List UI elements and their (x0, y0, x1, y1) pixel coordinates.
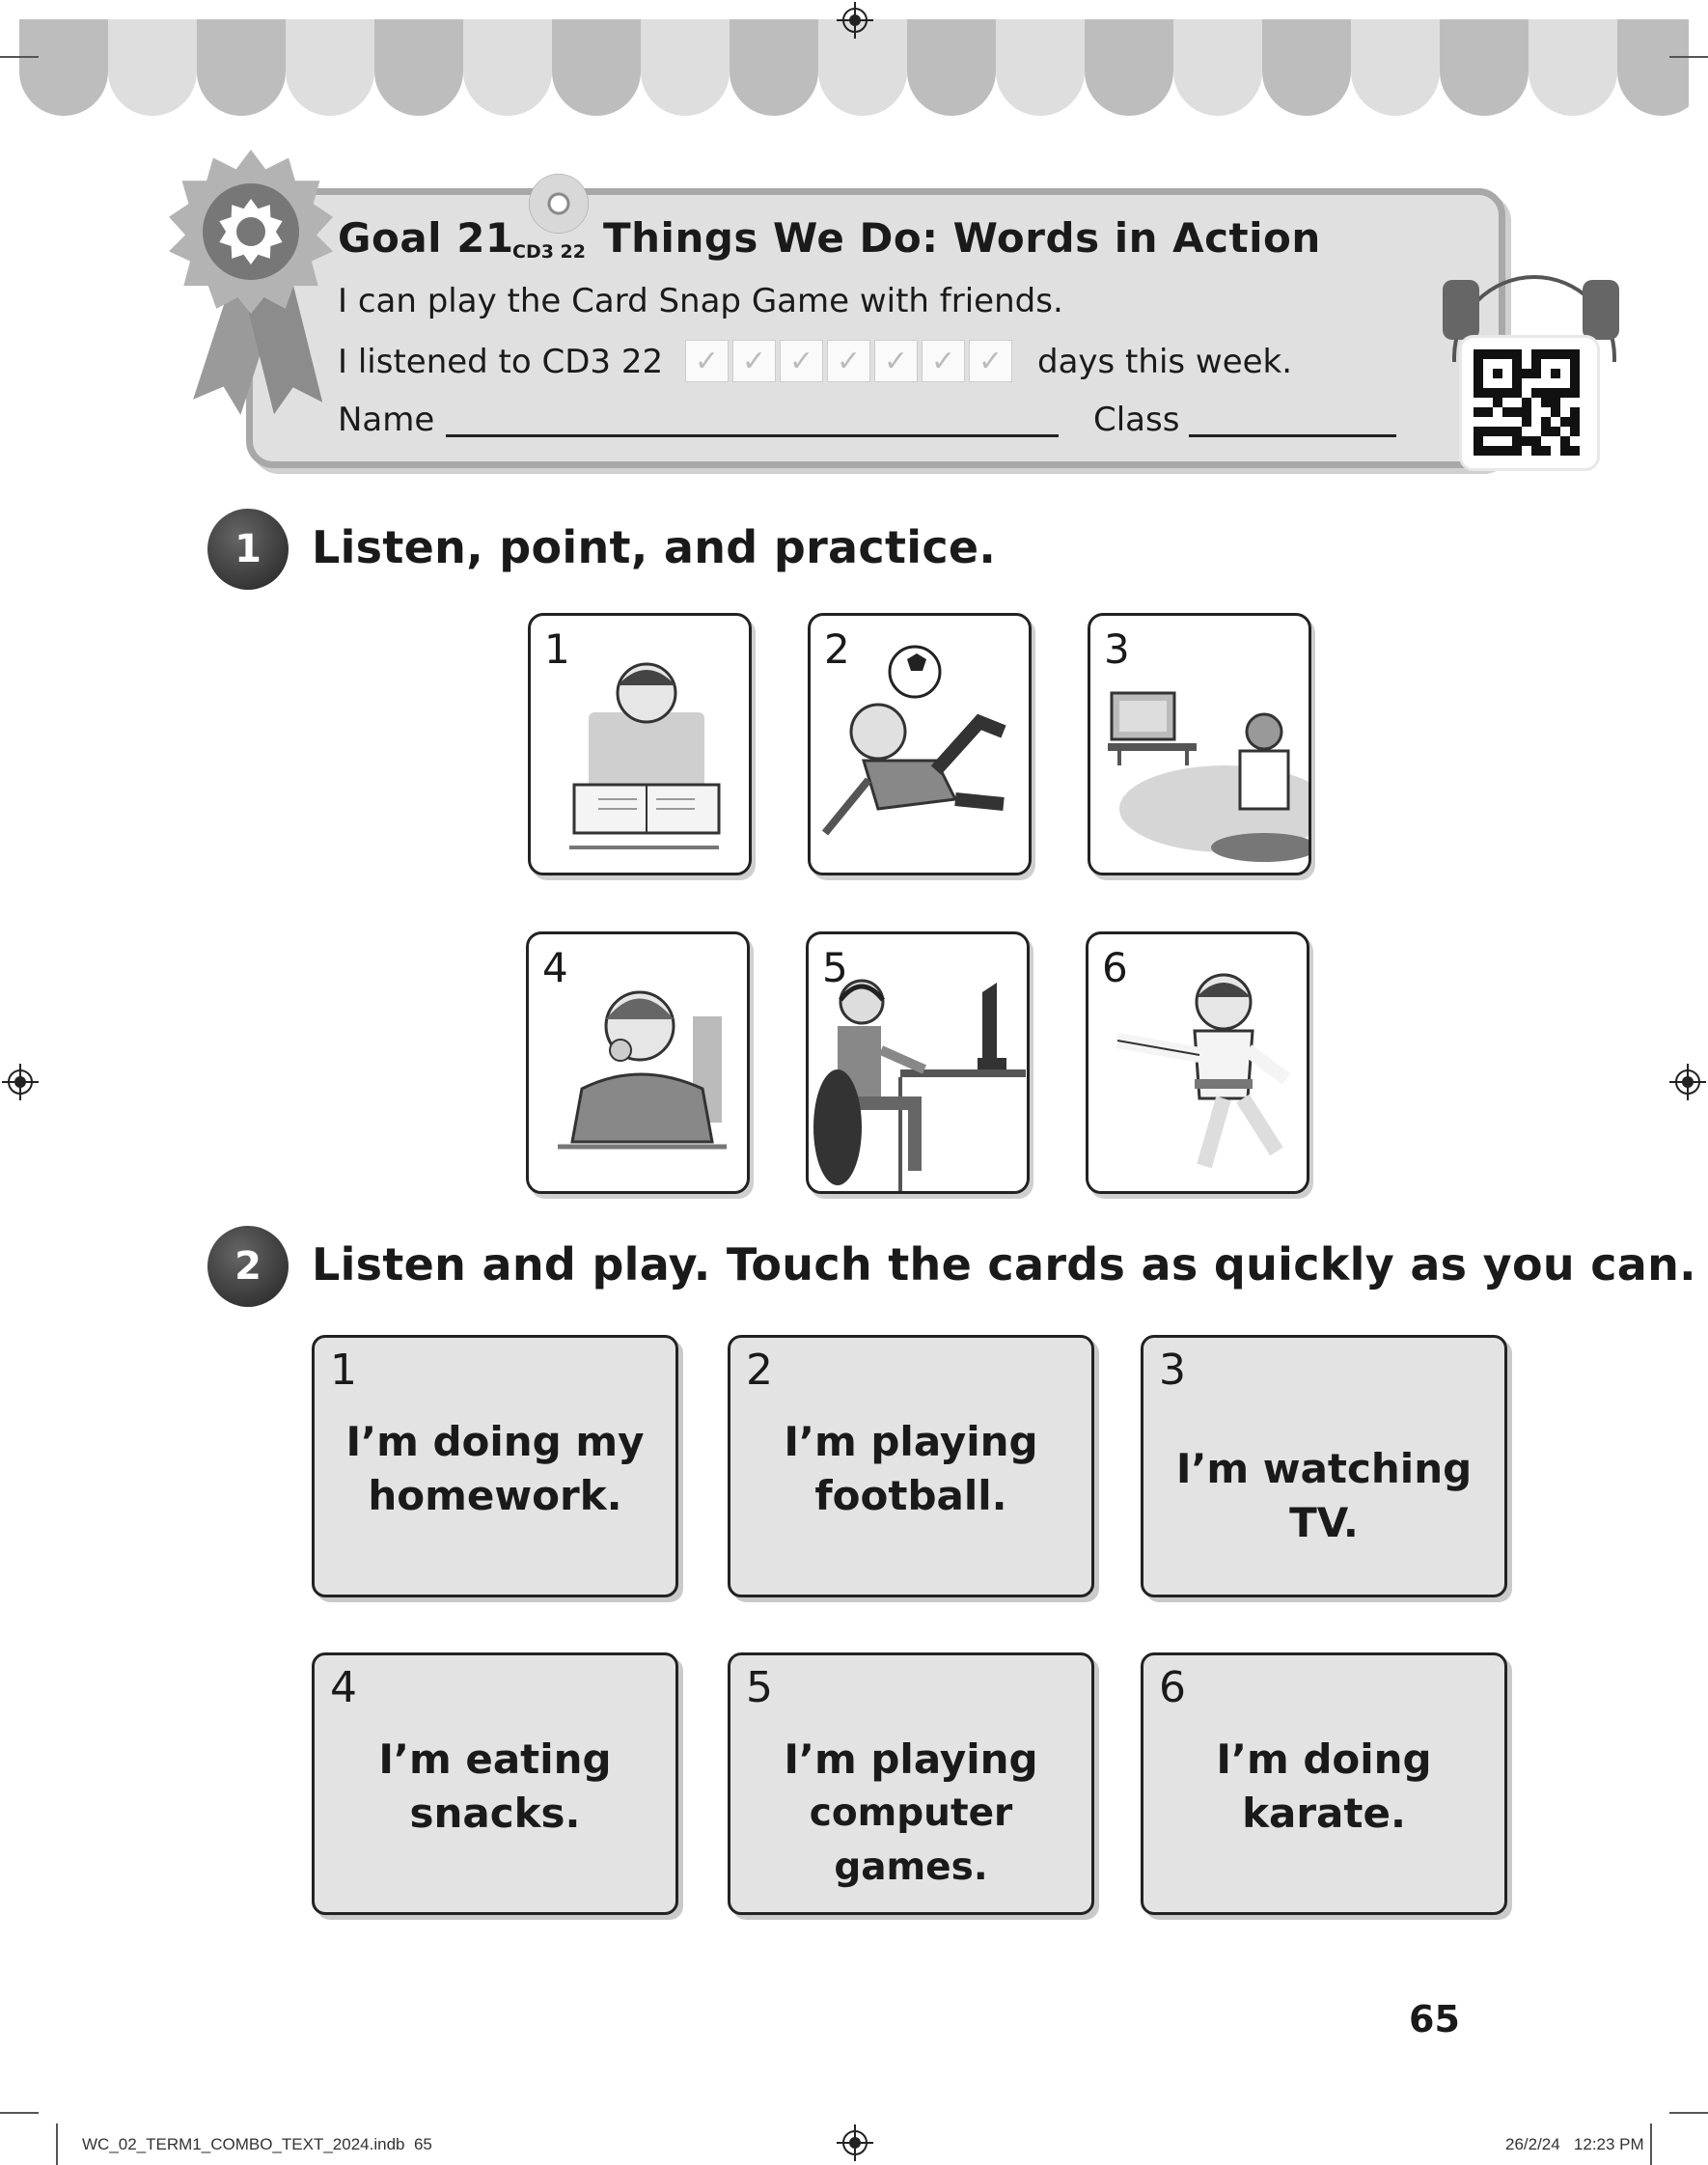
qr-module (1483, 417, 1493, 427)
qr-module (1531, 378, 1541, 388)
card-number: 1 (544, 625, 570, 673)
qr-module (1570, 436, 1580, 446)
page-number: 65 (1409, 1998, 1460, 2040)
registration-mark-icon (1675, 1069, 1700, 1095)
qr-module (1541, 359, 1551, 369)
section-1-instruction: Listen, point, and practice. (312, 521, 997, 573)
qr-module (1551, 369, 1560, 378)
qr-module (1502, 398, 1512, 407)
qr-module (1570, 427, 1580, 436)
qr-module (1560, 446, 1570, 456)
picture-card-1[interactable] (528, 613, 752, 875)
qr-module (1541, 407, 1551, 417)
card-number: 1 (330, 1346, 357, 1395)
card-text-line1: I’m watching TV. (1175, 1445, 1473, 1546)
qr-module (1493, 427, 1502, 436)
qr-module (1483, 407, 1493, 417)
qr-module (1502, 359, 1512, 369)
goal-number: Goal 21 (338, 214, 514, 262)
qr-module (1570, 349, 1580, 359)
day-checkbox[interactable]: ✓ (827, 340, 870, 382)
crop-mark (0, 2112, 39, 2114)
qr-module (1512, 388, 1522, 398)
qr-module (1483, 446, 1493, 456)
qr-module (1493, 388, 1502, 398)
qr-module (1531, 407, 1541, 417)
qr-module (1493, 378, 1502, 388)
qr-module (1512, 417, 1522, 427)
crop-mark (1669, 56, 1708, 58)
qr-module (1483, 369, 1493, 378)
qr-module (1570, 388, 1580, 398)
qr-module (1512, 446, 1522, 456)
qr-module (1560, 398, 1570, 407)
qr-module (1502, 427, 1512, 436)
awning-scallop (1617, 19, 1689, 116)
qr-module (1570, 369, 1580, 378)
qr-module (1522, 436, 1531, 446)
card-number: 3 (1159, 1346, 1186, 1395)
name-label: Name (338, 401, 435, 439)
card-text-line2: homework. (368, 1472, 622, 1519)
qr-module (1493, 349, 1502, 359)
picture-card-4[interactable] (526, 931, 750, 1194)
word-card-3[interactable] (1141, 1335, 1507, 1597)
qr-module (1531, 417, 1541, 427)
qr-module (1522, 369, 1531, 378)
picture-card-3[interactable] (1088, 613, 1311, 875)
picture-card-2[interactable] (808, 613, 1032, 875)
qr-module (1502, 378, 1512, 388)
qr-module (1560, 436, 1570, 446)
qr-module (1512, 378, 1522, 388)
picture-card-5[interactable] (806, 931, 1030, 1194)
picture-card-6[interactable] (1086, 931, 1309, 1194)
qr-module (1551, 436, 1560, 446)
class-label: Class (1093, 401, 1180, 439)
footer-file-page: 65 (413, 2135, 432, 2153)
qr-module (1570, 417, 1580, 427)
qr-module (1483, 378, 1493, 388)
qr-module (1522, 446, 1531, 456)
qr-module (1522, 398, 1531, 407)
card-text-line1: I’m playing (784, 1735, 1038, 1783)
qr-module (1474, 446, 1483, 456)
qr-module (1531, 436, 1541, 446)
awning-scallop (641, 19, 730, 116)
qr-module (1483, 398, 1493, 407)
qr-module (1522, 388, 1531, 398)
class-field[interactable] (1189, 434, 1396, 437)
word-card-6[interactable] (1141, 1652, 1507, 1915)
qr-module (1512, 427, 1522, 436)
qr-module (1570, 359, 1580, 369)
card-number: 4 (330, 1663, 357, 1712)
qr-module (1474, 436, 1483, 446)
qr-module (1474, 398, 1483, 407)
qr-module (1551, 417, 1560, 427)
qr-module (1474, 349, 1483, 359)
name-field[interactable] (446, 434, 1059, 437)
qr-module (1474, 427, 1483, 436)
qr-module (1493, 407, 1502, 417)
qr-module (1560, 369, 1570, 378)
qr-module (1483, 427, 1493, 436)
awning-scallop (19, 19, 108, 116)
qr-module (1522, 349, 1531, 359)
registration-mark-icon (8, 1069, 33, 1095)
qr-module (1531, 388, 1541, 398)
qr-module (1560, 349, 1570, 359)
awning-scallop (374, 19, 463, 116)
qr-module (1570, 446, 1580, 456)
qr-module (1560, 417, 1570, 427)
qr-module (1512, 398, 1522, 407)
awning-scallop (1351, 19, 1440, 116)
qr-module (1541, 398, 1551, 407)
qr-module (1531, 369, 1541, 378)
awning-scallop (463, 19, 552, 116)
qr-module (1551, 446, 1560, 456)
qr-module (1493, 398, 1502, 407)
awning-scallop (1440, 19, 1529, 116)
qr-code-icon[interactable] (1462, 338, 1597, 468)
day-checkbox[interactable]: ✓ (732, 340, 776, 382)
qr-module (1551, 427, 1560, 436)
qr-module (1551, 378, 1560, 388)
qr-module (1560, 388, 1570, 398)
qr-module (1570, 378, 1580, 388)
qr-module (1474, 378, 1483, 388)
footer-timestamp (1505, 2135, 1644, 2154)
crop-mark (1650, 2123, 1652, 2165)
headphones-icon (1443, 280, 1479, 340)
awning-scallop (730, 19, 818, 116)
qr-module (1541, 436, 1551, 446)
card-number: 5 (746, 1663, 773, 1712)
crop-mark (0, 56, 39, 58)
awning-scallop (818, 19, 907, 116)
awning-scallop (1085, 19, 1173, 116)
goal-theme: Things We Do: Words in Action (603, 214, 1321, 262)
footer-filename: WC_02_TERM1_COMBO_TEXT_2024.indb (82, 2135, 405, 2153)
day-checkbox[interactable]: ✓ (780, 340, 823, 382)
crop-mark (56, 2123, 58, 2165)
qr-module (1522, 407, 1531, 417)
card-text-line2: football. (814, 1472, 1007, 1519)
cd-track-label: CD3 22 (512, 241, 586, 263)
footer-date: 26/2/24 (1505, 2135, 1560, 2153)
awning-scallop (1529, 19, 1617, 116)
qr-module (1512, 369, 1522, 378)
qr-module (1493, 369, 1502, 378)
qr-module (1512, 407, 1522, 417)
qr-module (1512, 359, 1522, 369)
qr-module (1522, 378, 1531, 388)
headphones-icon (1583, 280, 1619, 340)
day-checkbox[interactable]: ✓ (874, 340, 918, 382)
day-checkbox[interactable]: ✓ (969, 340, 1012, 382)
qr-module (1560, 359, 1570, 369)
qr-module (1502, 349, 1512, 359)
qr-module (1474, 417, 1483, 427)
qr-module (1502, 369, 1512, 378)
section-2-instruction: Listen and play. Touch the cards as quickly as you can. (312, 1238, 1696, 1291)
day-checkbox[interactable]: ✓ (685, 340, 729, 382)
card-number: 4 (542, 944, 568, 991)
qr-module (1512, 436, 1522, 446)
qr-module (1541, 446, 1551, 456)
awning-scallop (197, 19, 286, 116)
card-number: 6 (1102, 944, 1128, 991)
qr-module (1531, 427, 1541, 436)
card-text-line2: snacks. (409, 1790, 581, 1837)
qr-module (1560, 407, 1570, 417)
qr-module (1502, 436, 1512, 446)
qr-module (1474, 359, 1483, 369)
footer-time: 12:23 PM (1573, 2135, 1644, 2153)
qr-module (1474, 407, 1483, 417)
qr-module (1570, 398, 1580, 407)
awning-scallop (1262, 19, 1351, 116)
card-number: 6 (1159, 1663, 1186, 1712)
qr-module (1560, 427, 1570, 436)
qr-module (1502, 417, 1512, 427)
awning-scallop (552, 19, 641, 116)
card-number: 2 (746, 1346, 773, 1395)
qr-module (1483, 388, 1493, 398)
word-card-2[interactable] (728, 1335, 1094, 1597)
qr-module (1502, 407, 1512, 417)
awning-scallop (108, 19, 197, 116)
section-1-number: 1 (207, 509, 289, 590)
awning-scallop (1173, 19, 1262, 116)
qr-module (1474, 369, 1483, 378)
badge-hole (236, 217, 265, 246)
listen-prefix: I listened to CD3 22 (338, 343, 664, 381)
word-card-4[interactable] (312, 1652, 678, 1915)
qr-module (1493, 417, 1502, 427)
card-text-line2: karate. (1242, 1790, 1406, 1837)
qr-module (1483, 349, 1493, 359)
qr-module (1502, 388, 1512, 398)
word-card-1[interactable] (312, 1335, 678, 1597)
qr-module (1483, 359, 1493, 369)
qr-module (1551, 398, 1560, 407)
qr-module (1531, 398, 1541, 407)
qr-module (1493, 436, 1502, 446)
qr-module (1551, 359, 1560, 369)
qr-module (1531, 359, 1541, 369)
qr-module (1570, 407, 1580, 417)
card-text-line2: computer games. (809, 1791, 1013, 1889)
qr-module (1483, 436, 1493, 446)
listen-checkboxes (685, 340, 1012, 382)
card-text-line1: I’m doing my (345, 1418, 645, 1465)
qr-module (1541, 427, 1551, 436)
qr-module (1560, 378, 1570, 388)
qr-module (1541, 417, 1551, 427)
card-number: 2 (824, 625, 850, 673)
qr-module (1551, 407, 1560, 417)
word-card-5[interactable] (728, 1652, 1094, 1915)
qr-module (1541, 349, 1551, 359)
awning-scallop (996, 19, 1085, 116)
crop-mark (1669, 2112, 1708, 2114)
qr-module (1522, 417, 1531, 427)
section-2-number: 2 (207, 1226, 289, 1307)
qr-module (1474, 388, 1483, 398)
card-text-line1: I’m doing (1216, 1735, 1432, 1783)
listen-suffix: days this week. (1037, 343, 1293, 381)
qr-module (1522, 427, 1531, 436)
day-checkbox[interactable]: ✓ (922, 340, 965, 382)
qr-module (1551, 349, 1560, 359)
qr-module (1541, 378, 1551, 388)
card-number: 5 (822, 944, 848, 991)
registration-mark-icon (842, 2130, 868, 2155)
qr-module (1502, 446, 1512, 456)
registration-mark-icon (842, 8, 868, 33)
card-text-line1: I’m eating (378, 1735, 612, 1783)
qr-module (1551, 388, 1560, 398)
qr-module (1493, 446, 1502, 456)
qr-module (1493, 359, 1502, 369)
cd-icon (529, 174, 589, 234)
qr-module (1541, 369, 1551, 378)
qr-module (1522, 359, 1531, 369)
goal-objective: I can play the Card Snap Game with friends. (338, 282, 1063, 320)
qr-module (1531, 349, 1541, 359)
card-number: 3 (1104, 625, 1130, 673)
awning-scallop (286, 19, 374, 116)
footer-file (82, 2135, 432, 2154)
awning-scallop (907, 19, 996, 116)
qr-module (1531, 446, 1541, 456)
card-text-line1: I’m playing (784, 1418, 1038, 1465)
qr-module (1512, 349, 1522, 359)
qr-module (1541, 388, 1551, 398)
